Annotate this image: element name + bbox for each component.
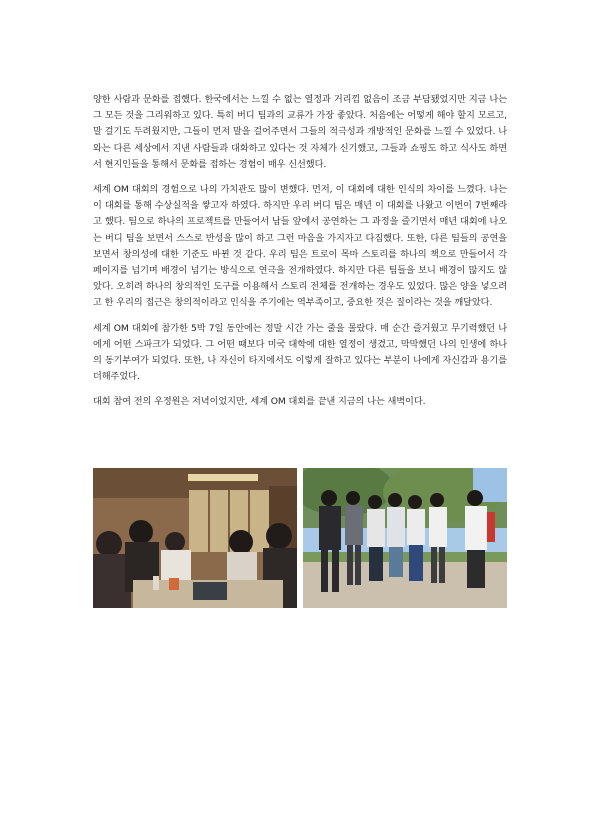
paragraph-values-change: 세계 OM 대회의 경험으로 나의 가치관도 많이 변했다. 먼저, 이 대회에 대한 인식의 차이를 느꼈다. 나는 이 대회를 통해 수상실적을 쌓고자 하였다. 하지만 우리 버디 팀은 매년 이 대회를 나왔고 이번이 7번째라고 했다. 팀으로 하나의 프로젝트를 만들어서 남들 앞에서 공연하는 그 과정을 즐기면서 매년 대회에 나오는 버디 팀을 보면서 스스로 반성을 많이 하고 그런 마음을 가지자고 다짐했다. 또한, 다른 팀들의 공연을 보면서 창의성에 대한 기준도 바뀐 것 같다. 우리 팀은 트로이 목마 스토리를 하나의 책으로 만들어서 각 페이지를 넘기며 배경이 넘기는 방식으로 연극을 전개하였다. 하지만 다른 팀들을 보니 배경이 많지도 않았다. 오히려 하나의 창의적인 도구를 이용해서 스토리 전체를 전개하는 경우도 있었다. 많은 양을 넣으려고 한 우리의 접근은 창의적이라고 인식을 주기에는 역부족이고, 중요한 것은 질이라는 것을 깨달았다.: [93, 184, 508, 309]
article-body: [93, 92, 507, 420]
photo-outdoor-group: [303, 468, 507, 608]
paragraph-culture-experience: 양한 사람과 문화를 접했다. 한국에서는 느낄 수 없는 열정과 거리낌 없음이 조금 부담됐었지만 지금 나는 그 모든 것을 그리워하고 있다. 특히 버디 팀과의 교류가 가장 좋았다. 처음에는 어떻게 해야 할지 모르고, 말 걸기도 두려웠지만, 그들이 먼저 말을 걸어주면서 그들의 적극성과 개방적인 문화를 느낄 수 있었다. 나와는 다른 세상에서 지낸 사람들과 대화하고 있다는 것 자체가 신기했고, 그들과 쇼핑도 하고 식사도 하면서 현지인들을 통해서 문화를 접하는 경험이 매우 신선했다.: [93, 94, 507, 170]
paragraph-motivation: 세계 OM 대회에 참가한 5박 7일 동안에는 정말 시간 가는 줄을 몰랐다. 매 순간 즐거웠고 무기력했던 나에게 어떤 스파크가 되었다. 그 어떤 때보다 미국 대학에 대한 열정이 생겼고, 막막했던 나의 인생에 하나의 동기부여가 되었다. 또한, 나 자신이 타지에서도 이렇게 잘하고 있다는 부분이 나에게 자신감과 용기를 더해주었다.: [93, 322, 507, 383]
paragraph-conclusion: 대회 참여 전의 우정원은 저녁이었지만, 세계 OM 대회를 끝낸 지금의 나는 새벽이다.: [93, 396, 426, 408]
photo-row: [93, 468, 507, 608]
photo-indoor-group: [93, 468, 297, 608]
